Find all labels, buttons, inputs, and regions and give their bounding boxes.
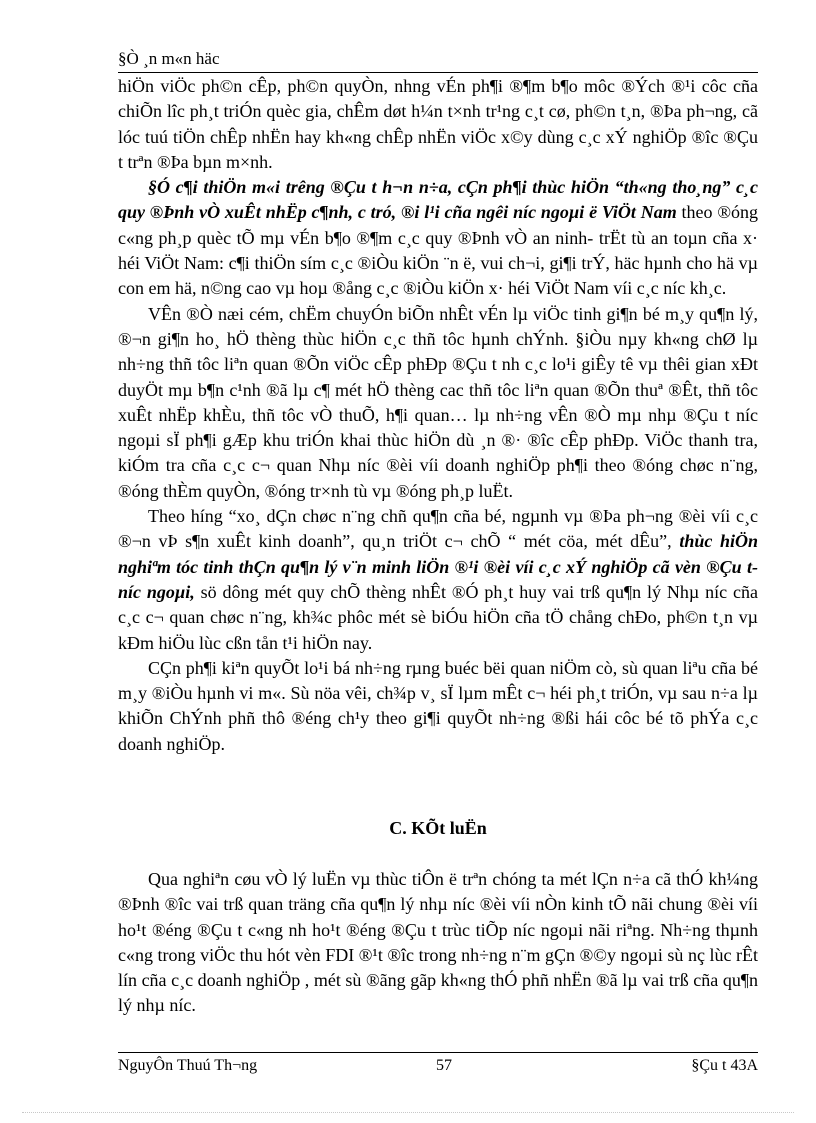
header-divider [118, 72, 758, 73]
paragraph-4-start: Theo híng “xo¸ dÇn chøc n¨ng chñ qu¶n cña bé, ngµnh vµ ®Þa ph¬ng ®èi víi c¸c ®¬n vÞ s¶n xuÊt kinh doanh”, qu¸n triÖt c¬ chÕ “ mét cöa, mét dÊu”, [118, 506, 758, 552]
paragraph-5: CÇn ph¶i kiªn quyÕt lo¹i bá nh÷ng rµng buéc bëi quan niÖm cò, sù quan liªu cña bé m¸y ®iÒu hµnh vi m«. Sù nöa vêi, ch¾p v¸ sÏ lµm mÊt c¬ héi ph¸t triÓn, vµ sau n÷a lµ khiÕn ChÝnh phñ thô ®éng ch¹y theo gi¶i quyÕt nh÷ng ®ßi hái côc bé tõ phÝa c¸c doanh nghiÖp. [118, 657, 758, 754]
paragraph-3: VÊn ®Ò næi cém, chËm chuyÓn biÕn nhÊt vÉn lµ viÖc tinh gi¶n bé m¸y qu¶n lý, ®¬n gi¶n ho¸ hÖ thèng thùc hiÖn c¸c thñ tôc hµnh chÝnh. §iÒu nµy kh«ng chØ lµ nh÷ng thñ tôc liªn quan ®Õn viÖc cÊp phÐp ®Çu t nh c¸c lo¹i giÊy tê vµ thêi gian xÐt duyÖt mµ b¶n c¹nh ®ã lµ c¶ mét hÖ thèng cac thñ tôc liªn quan ®Õn thuª ®Êt, thñ tôc xuÊt nhËp khÈu, thñ tôc vÒ thuÕ, h¶i quan… lµ nh÷ng vÊn ®Ò mµ nhµ ®Çu t níc ngoµi sÏ ph¶i gÆp khu triÓn khai thùc hiÖn dù ¸n ®· ®îc cÊp phÐp. ViÖc thanh tra, kiÓm tra cña c¸c c¬ quan Nhµ níc ®èi víi doanh nghiÖp ph¶i theo ®óng chøc n¨ng, ®óng thÈm quyÒn, ®óng tr×nh tù vµ ®óng ph¸p luËt. [118, 303, 758, 501]
footer-author: NguyÔn Thuú Th¬ng [118, 1057, 258, 1074]
page-number: 57 [436, 1057, 452, 1074]
footer-divider [118, 1052, 758, 1053]
paragraph-4 [118, 504, 758, 656]
section-title: C. KÕt luËn [389, 818, 487, 838]
footer-class: §Çu t 43A [691, 1057, 758, 1074]
page-bottom-edge [22, 1112, 794, 1113]
header-title: §Ò ¸n m«n häc [118, 49, 220, 68]
conclusion-paragraph: Qua nghiªn cøu vÒ lý luËn vµ thùc tiÔn ë trªn chóng ta mét lÇn n÷a cã thÓ kh¼ng ®Þnh ®îc vai trß quan träng cña qu¶n lý nhµ níc ®èi víi nÒn kinh tÕ nãi chung ®èi víi ho¹t ®éng ®Çu t c«ng nh ho¹t ®éng ®Çu t trùc tiÕp níc ngoµi nãi riªng. Nh÷ng thµnh c«ng trong viÖc thu hót vèn FDI ®¹t ®îc trong nh÷ng n¨m gÇn ®©y ngoµi sù nç lùc rÊt lín cña c¸c doanh nghiÖp , mét sù ®ãng gãp kh«ng thÓ phñ nhËn ®ã lµ vai trß cña qu¶n lý nhµ níc. [118, 869, 758, 1016]
paragraph-1: hiÖn viÖc ph©n cÊp, ph©n quyÒn, nhng vÉn ph¶i ®¶m b¶o môc ®Ých ®¹i côc cña chiÕn lîc ph¸t triÓn quèc gia, chÊm døt h¼n t×nh tr¹ng c¸t cø, ph©n t¸n, ®Þa ph¬ng, cã lóc tuú tiÖn chÊp nhËn hay kh«ng chÊp nhËn viÖc x©y dùng c¸c xÝ nghiÖp ®îc ®Çu t trªn ®Þa bµn m×nh. [118, 76, 758, 172]
page-header [118, 48, 758, 70]
paragraph-2-text: theo ®óng c«ng ph¸p quèc tÕ mµ vÉn b¶o ®¶m c¸c quy ®Þnh vÒ an ninh- trËt tù an toµn cña x· héi ViÖt Nam: c¶i thiÖn sím c¸c ®iÒu kiÖn ¨n ë, vui ch¬i, gi¶i trÝ, häc hµnh cho hä vµ con em hä, n©ng cao vµ hoµ ®ång c¸c ®iÒu kiÖn x· héi ViÖt Nam víi c¸c níc kh¸c. [118, 202, 758, 299]
body-text [118, 74, 758, 757]
paragraph-2 [118, 175, 758, 301]
conclusion-text [118, 867, 758, 1019]
paragraph-4-emphasis: thùc hiÖn nghiªm tóc tinh thÇn qu¶n lý v¨n minh liÖn ®¹i ®èi víi c¸c xÝ nghiÖp cã vèn ®Çu t níc ngoµi, [118, 531, 758, 602]
paragraph-2-emphasis: §Ó c¶i thiÖn m«i trêng ®Çu t h¬n n÷a, cÇn ph¶i thùc hiÖn “th«ng tho¸ng” c¸c quy ®Þnh vÒ xuÊt nhËp c¶nh, c tró, ®i l¹i cña ngêi níc ngoµi ë ViÖt Nam [118, 177, 758, 223]
paragraph-4-end: sö dông mét quy chÕ thèng nhÊt ®Ó ph¸t huy vai trß qu¶n lý Nhµ níc cña c¸c c¬ quan chøc n¨ng, kh¾c phôc mét sè biÓu hiÖn cña tÖ chång chÐo, ph©n t¸n vµ kÐm hiÖu lùc cßn tån t¹i hiÖn nay. [118, 581, 758, 653]
